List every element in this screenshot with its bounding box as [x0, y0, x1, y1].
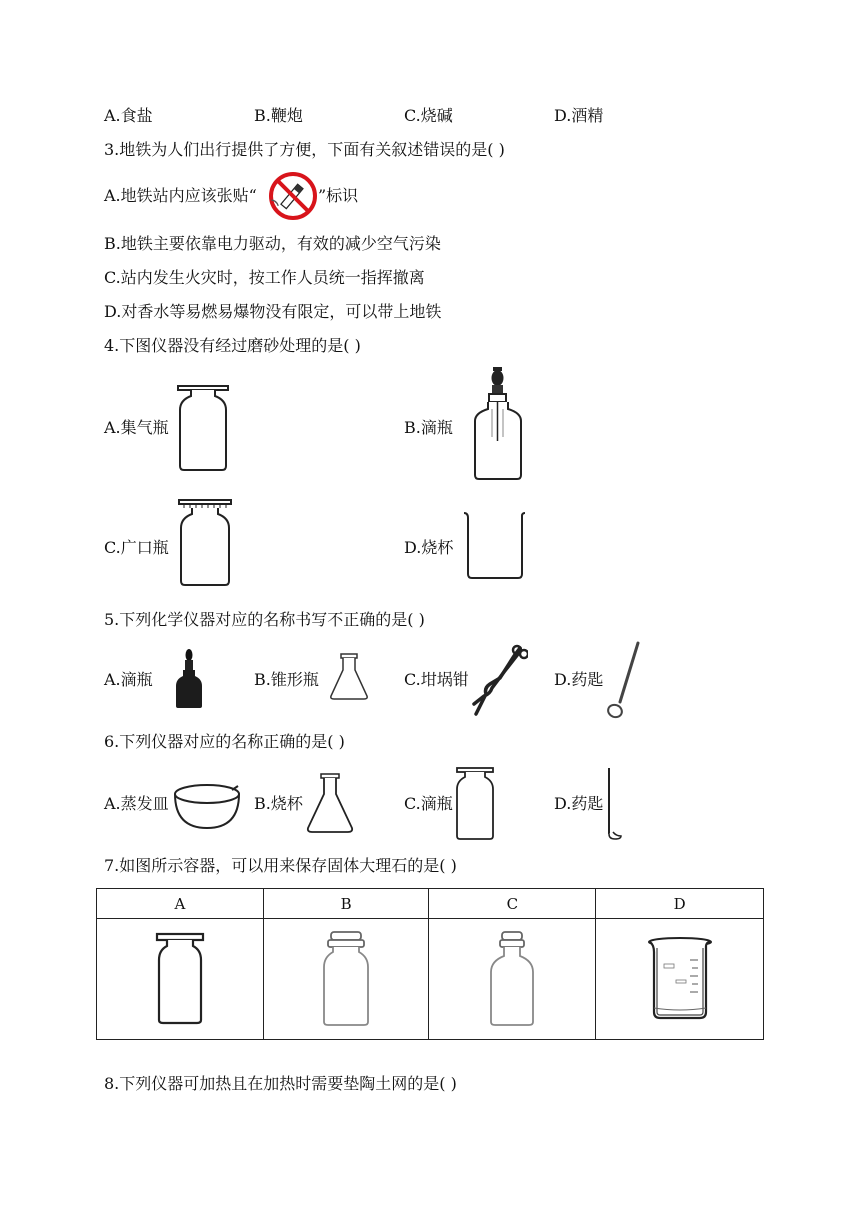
q6-option-d: D.药匙: [554, 794, 604, 813]
q3-option-b: B.地铁主要依靠电力驱动，有效的减少空气污染: [104, 234, 441, 253]
table-cell-c: [429, 919, 596, 1040]
medicine-spoon-icon: [604, 766, 626, 842]
no-smoking-icon: [268, 171, 318, 221]
q5-stem: 5.下列化学仪器对应的名称书写不正确的是( ): [104, 610, 425, 629]
q4-option-d: D.烧杯: [404, 538, 454, 557]
q2-option-d: D.酒精: [554, 106, 604, 125]
q5-option-a: A.滴瓶: [104, 670, 153, 689]
table-cell-d: [596, 919, 764, 1040]
table-header-b: B: [263, 889, 429, 919]
q6-option-a: A.蒸发皿: [104, 794, 169, 813]
q7-answer-table: [96, 888, 764, 1040]
wide-mouth-bottle-icon: [176, 498, 234, 588]
q5-option-c: C.坩埚钳: [404, 670, 469, 689]
table-header-c: C: [429, 889, 596, 919]
q3-option-c: C.站内发生火灾时，按工作人员统一指挥撤离: [104, 268, 425, 287]
q2-option-b: B.鞭炮: [254, 106, 303, 125]
q6-option-c: C.滴瓶: [404, 794, 453, 813]
q3-option-d: D.对香水等易燃易爆物没有限定，可以带上地铁: [104, 302, 442, 321]
q3-option-a-end: ”标识: [318, 186, 359, 205]
q4-option-b: B.滴瓶: [404, 418, 453, 437]
reagent-bottle-icon: [155, 932, 205, 1026]
table-header-a: A: [97, 889, 264, 919]
table-header-d: D: [596, 889, 764, 919]
q4-option-a: A.集气瓶: [104, 418, 169, 437]
q5-option-b: B.锥形瓶: [254, 670, 319, 689]
narrow-mouth-bottle-icon: [487, 930, 537, 1028]
q5-option-d: D.药匙: [554, 670, 604, 689]
q8-stem: 8.下列仪器可加热且在加热时需要垫陶土网的是( ): [104, 1074, 457, 1093]
dropper-bottle-icon: [174, 648, 204, 710]
wide-mouth-bottle-icon: [320, 930, 372, 1028]
q6-stem: 6.下列仪器对应的名称正确的是( ): [104, 732, 345, 751]
gas-collecting-bottle-icon: [176, 384, 230, 474]
dropper-bottle-icon: [470, 365, 526, 483]
medicine-spoon-icon: [604, 640, 644, 720]
table-cell-b: [263, 919, 429, 1040]
q4-option-c: C.广口瓶: [104, 538, 169, 557]
q2-option-c: C.烧碱: [404, 106, 453, 125]
q2-option-a: A.食盐: [104, 106, 153, 125]
table-cell-a: [97, 919, 264, 1040]
q4-stem: 4.下图仪器没有经过磨砂处理的是( ): [104, 336, 361, 355]
evaporating-dish-icon: [172, 780, 242, 832]
erlenmeyer-flask-icon: [304, 772, 356, 836]
q3-option-a-start: A.地铁站内应该张贴“: [104, 186, 257, 205]
beaker-icon: [462, 510, 528, 582]
q6-option-b: B.烧杯: [254, 794, 303, 813]
erlenmeyer-flask-icon: [328, 652, 370, 702]
reagent-bottle-icon: [454, 766, 496, 842]
q7-stem: 7.如图所示容器，可以用来保存固体大理石的是( ): [104, 856, 457, 875]
q3-stem: 3.地铁为人们出行提供了方便，下面有关叙述错误的是( ): [104, 140, 505, 159]
beaker-icon: [646, 936, 714, 1022]
crucible-tongs-icon: [470, 642, 528, 716]
